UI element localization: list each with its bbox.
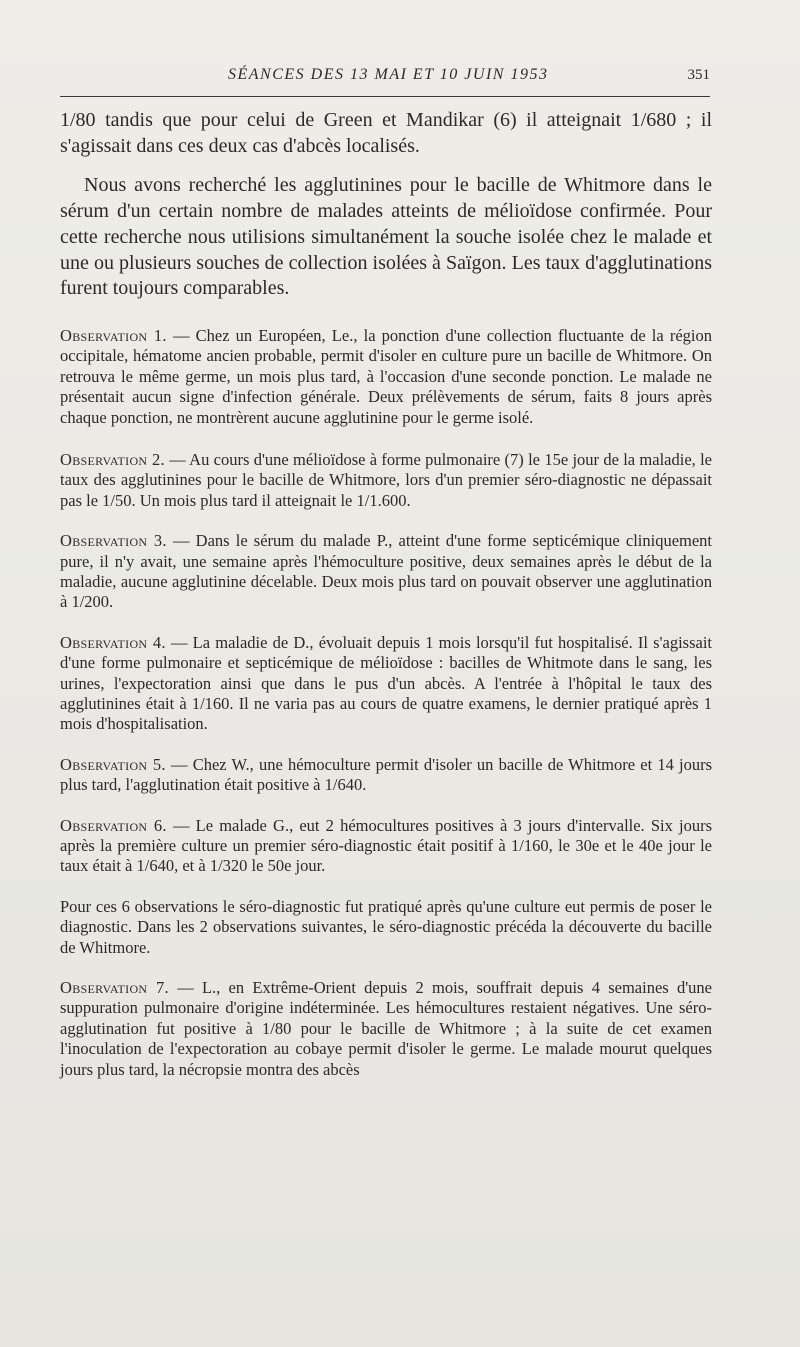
observation-7 [60, 978, 712, 1080]
observation-3 [60, 531, 712, 613]
page-number: 351 [687, 67, 710, 83]
observation-label: Observation 7. [60, 978, 169, 998]
page-body [60, 108, 712, 1080]
page-header [60, 66, 710, 97]
observation-6 [60, 816, 712, 877]
observation-1 [60, 326, 712, 428]
observation-text: — Dans le sérum du malade P., atteint d'une forme septicémique cliniquement pure, il n'y avait, une semaine après l'hémoculture positive, deux semaines après le début de la maladie, aucune agglutinine décelable. Deux mois plus tard on pouvait observer une agglutination à 1/200. [60, 531, 713, 612]
observation-label: Observation 4. [60, 632, 166, 652]
observation-label: Observation 5. [60, 754, 166, 774]
observation-text: — Au cours d'une mélioïdose à forme pulmonaire (7) le 15e jour de la maladie, le taux des agglutinines pour le bacille de Whitmore, lors d'un premier séro-diagnostic ne dépassait pas le 1/50. Un mois plus tard il atteignait le 1/1.600. [60, 449, 712, 510]
observation-label: Observation 1. [60, 325, 167, 345]
observation-text: — L., en Extrême-Orient depuis 2 mois, souffrait depuis 4 semaines d'une suppuration pulmonaire d'origine indéterminée. Les hémocultures restaient négatives. Une séro-agglutination fut positive à 1/80 pour le bacille de Whitmore ; à la suite de cet examen l'inoculation de l'expectoration au cobaye permit d'isoler le germe. Le malade mourut quelques jours plus tard, la nécropsie montra des abcès [60, 978, 713, 1079]
observation-text: — Chez W., une hémoculture permit d'isoler un bacille de Whitmore et 14 jours plus tard, l'agglutination était positive à 1/640. [60, 754, 713, 795]
observation-2 [60, 450, 712, 511]
running-head: SÉANCES DES 13 MAI ET 10 JUIN 1953 [228, 66, 549, 83]
observation-text: — Chez un Européen, Le., la ponction d'une collection fluctuante de la région occipitale, hématome ancien probable, permit d'isoler en culture pure un bacille de Whitmore. On retrouva le même germe, un mois plus tard, à l'occasion d'une seconde ponction. Le malade ne présentait aucun signe d'infection générale. Deux prélèvements de sérum, faits 8 jours après chaque ponction, ne montrèrent aucune agglutinine pour le germe isolé. [60, 325, 713, 427]
summary-paragraph [60, 897, 712, 958]
observation-label: Observation 6. [60, 815, 167, 835]
observation-text: — Le malade G., eut 2 hémocultures positives à 3 jours d'intervalle. Six jours après la première culture un premier séro-diagnostic était positif à 1/160, le 30e et le 40e jour le taux était à 1/640, et à 1/320 le 50e jour. [60, 815, 713, 876]
observation-5 [60, 755, 712, 796]
summary-text: Pour ces 6 observations le séro-diagnostic fut pratiqué après qu'une culture eut permis de poser le diagnostic. Dans les 2 observations suivantes, le séro-diagnostic précéda la découverte du bacille de Whitmore. [60, 896, 712, 957]
observation-4 [60, 633, 712, 735]
intro-section [60, 108, 712, 302]
intro-paragraph-1: 1/80 tandis que pour celui de Green et Mandikar (6) il atteignait 1/680 ; il s'agissait dans ces deux cas d'abcès localisés. [60, 109, 712, 157]
intro-paragraph-2: Nous avons recherché les agglutinines pour le bacille de Whitmore dans le sérum d'un certain nombre de malades atteints de mélioïdose confirmée. Pour cette recherche nous utilisions simultanément la souche isolée chez le malade et une ou plusieurs souches de collection isolées à Saïgon. Les taux d'agglutinations furent toujours comparables. [60, 174, 712, 300]
observation-label: Observation 2. [60, 449, 165, 469]
observation-label: Observation 3. [60, 531, 167, 551]
observation-text: — La maladie de D., évoluait depuis 1 mois lorsqu'il fut hospitalisé. Il s'agissait d'une forme pulmonaire et septicémique de mélioïdose : bacilles de Whitmote dans le sang, les urines, l'expectoration ainsi que dans le pus d'un abcès. A l'entrée à l'hôpital le taux des agglutinines était à 1/160. Il ne varia pas au cours de quatre examens, le dernier pratiqué après 1 mois d'hospitalisation. [60, 632, 712, 734]
